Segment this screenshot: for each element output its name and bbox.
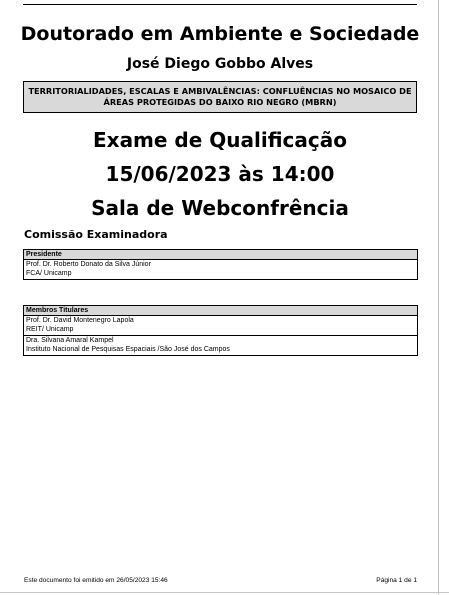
top-rule xyxy=(23,4,417,5)
member-row xyxy=(24,316,417,335)
member-affiliation: Instituto Nacional de Pesquisas Espaciais /São José dos Campos xyxy=(26,345,230,353)
exam-room: Sala de Webconfrência xyxy=(91,196,349,220)
member-row xyxy=(24,335,417,355)
titulares-table xyxy=(23,305,418,356)
page-edge-bottom xyxy=(0,592,449,593)
member-name: Dra. Silvana Amaral Kampel xyxy=(26,337,114,344)
page-edge-right xyxy=(438,0,439,595)
member-name: Prof. Dr. Roberto Donato da Silva Júnior xyxy=(26,261,151,268)
student-name: José Diego Gobbo Alves xyxy=(126,56,314,72)
member-name: Prof. Dr. David Montenegro Lapola xyxy=(26,317,134,324)
exam-type: Exame de Qualificação xyxy=(93,128,347,152)
titulares-table-header: Membros Titulares xyxy=(24,306,417,316)
thesis-title-box xyxy=(23,81,417,113)
footer-emitted: Este documento foi emitido em 26/05/2023 15:46 xyxy=(24,577,168,584)
committee-heading: Comissão Examinadora xyxy=(24,228,168,241)
member-affiliation: FCA/ Unicamp xyxy=(26,269,72,277)
exam-datetime: 15/06/2023 às 14:00 xyxy=(105,162,335,186)
program-title: Doutorado em Ambiente e Sociedade xyxy=(20,23,420,45)
president-table-header: Presidente xyxy=(24,250,417,260)
member-affiliation: REIT/ Unicamp xyxy=(26,325,74,333)
footer-page-number: Página 1 de 1 xyxy=(376,577,417,584)
president-table xyxy=(23,249,418,280)
thesis-title: TERRITORIALIDADES, ESCALAS E AMBIVALÊNCIAS: CONFLUÊNCIAS NO MOSAICO DE ÁREAS PROTEGIDAS DO BAIXO RIO NEGRO (MBRN) xyxy=(28,86,412,107)
member-row xyxy=(24,260,417,279)
